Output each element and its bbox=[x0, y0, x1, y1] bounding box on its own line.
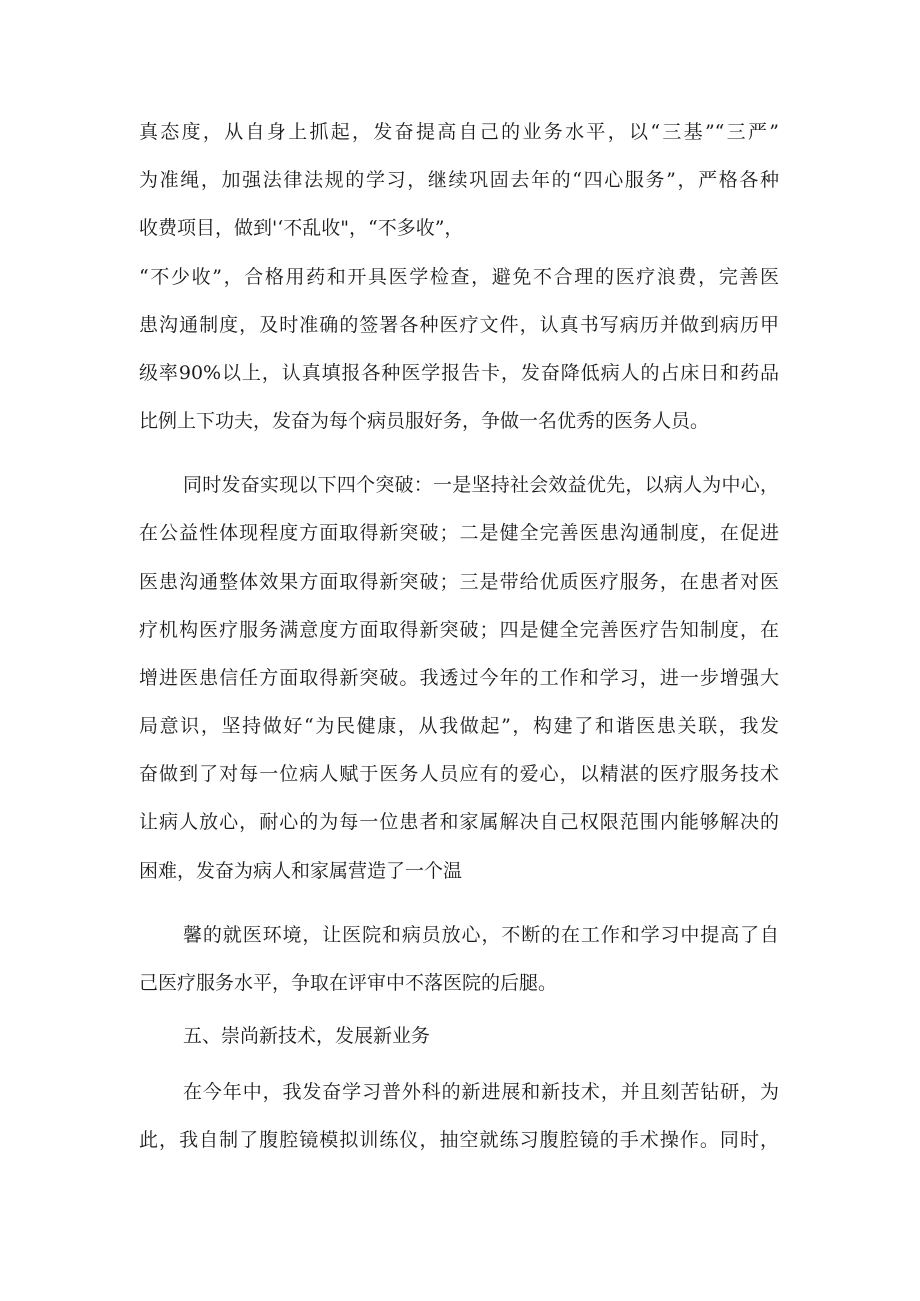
text-line: 比例上下功夫，发奋为每个病员服好务，争做一名优秀的医务人员。 bbox=[139, 410, 710, 432]
text-line: 级率90%以上，认真填报各种医学报告卡，发奋降低病人的占床日和药品 bbox=[139, 362, 779, 384]
section-heading: 五、崇尚新技术，发展新业务 bbox=[183, 1025, 431, 1047]
text-line: 同时发奋实现以下四个突破：一是坚持社会效益优先，以病人为中心， bbox=[183, 474, 779, 496]
text-line: 医患沟通整体效果方面取得新突破；三是带给优质医疗服务，在患者对医 bbox=[139, 571, 779, 593]
text-line: 增进医患信任方面取得新突破。我透过今年的工作和学习，进一步增强大 bbox=[139, 667, 779, 689]
text-line: 让病人放心，耐心的为每一位患者和家属解决自己权限范围内能够解决的 bbox=[139, 811, 779, 833]
text-line: 在今年中，我发奋学习普外科的新进展和新技术，并且刻苦钻研，为 bbox=[183, 1081, 779, 1103]
text-line: 己医疗服务水平，争取在评审中不落医院的后腿。 bbox=[139, 972, 558, 994]
text-line: 此，我自制了腹腔镜模拟训练仪，抽空就练习腹腔镜的手术操作。同时， bbox=[139, 1129, 779, 1151]
text-line: 为准绳，加强法律法规的学习，继续巩固去年的“四心服务”，严格各种 bbox=[139, 169, 779, 191]
text-line: 收费项目，做到'‘不乱收"，“不多收”， bbox=[139, 217, 464, 239]
text-line: 疗机构医疗服务满意度方面取得新突破；四是健全完善医疗告知制度，在 bbox=[139, 619, 779, 641]
text-line: 奋做到了对每一位病人赋于医务人员应有的爱心，以精湛的医疗服务技术 bbox=[139, 763, 779, 785]
text-line: 局意识，坚持做好“为民健康，从我做起”，构建了和谐医患关联，我发 bbox=[139, 715, 779, 737]
text-line: 真态度，从自身上抓起，发奋提高自己的业务水平，以“三基”“三严” bbox=[139, 121, 779, 143]
text-line: 困难，发奋为病人和家属营造了一个温 bbox=[139, 860, 463, 882]
text-line: 在公益性体现程度方面取得新突破；二是健全完善医患沟通制度，在促进 bbox=[139, 522, 779, 544]
text-line: 患沟通制度，及时准确的签署各种医疗文件，认真书写病历并做到病历甲 bbox=[139, 314, 779, 336]
text-line: 馨的就医环境，让医院和病员放心，不断的在工作和学习中提高了自 bbox=[183, 924, 779, 946]
text-line: “不少收”，合格用药和开具医学检查，避免不合理的医疗浪费，完善医 bbox=[139, 266, 779, 288]
